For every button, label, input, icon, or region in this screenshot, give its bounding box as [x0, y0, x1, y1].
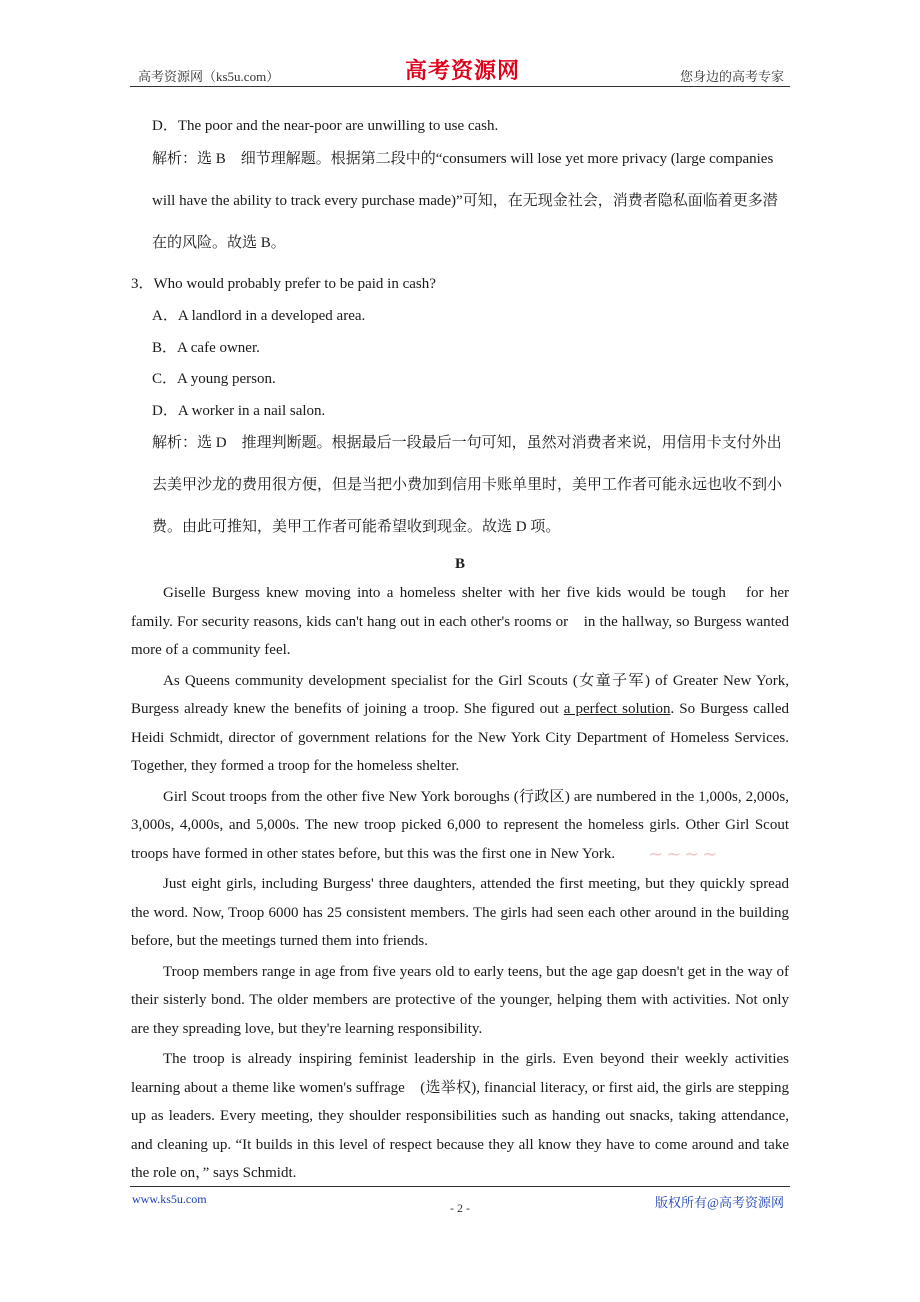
passage-paragraph-4: Just eight girls, including Burgess' three daughters, attended the first meeting, but they quickly spread the word. Now, Troop 6000 has 25 consistent members. The girls had seen each other around in the building before, but the meetings turned them into friends. — [131, 876, 789, 949]
section-b-title: B — [454, 556, 465, 572]
passage-paragraph-2 — [131, 667, 789, 781]
q3-question: 3．Who would probably prefer to be paid in cash? — [131, 276, 436, 292]
passage-paragraph-6: The troop is already inspiring feminist leadership in the girls. Even beyond their weekly activities learning about a theme like women's suffrage (选举权), financial literacy, or first aid, the girls are stepping up as leaders. Every meeting, they shoulder responsibilities such as handing out snacks, taking attendance, and cleaning up. “It builds in this level of respect because they all know they have to come around and take the role on，” says Schmidt. — [131, 1051, 789, 1181]
page-footer — [130, 1186, 790, 1217]
q3-option-a: A．A landlord in a developed area. — [152, 308, 366, 324]
underlined-phrase: a perfect solution — [563, 701, 671, 717]
passage-paragraph-1: Giselle Burgess knew moving into a homeless shelter with her five kids would be tough for her family. For security reasons, kids can't hang out in each other's rooms or in the hallway, so Burgess wanted more of a community feel. — [131, 585, 789, 658]
q3-option-d: D．A worker in a nail salon. — [152, 403, 326, 419]
passage-b — [131, 579, 789, 1190]
page-header — [130, 56, 790, 87]
header-logo: 高考资源网 — [405, 58, 521, 84]
q3-option-b: B．A cafe owner. — [152, 340, 260, 356]
paragraph-2-text-end: . So Burgess called Heidi Schmidt, director of government relations for the New York City Department of Homeless Services. Together, they formed a troop for the homeless shelter. — [131, 701, 789, 774]
q2-solution: 解析：选 B 细节理解题。根据第二段中的“consumers will lose yet more privacy (large companies will have the ability to track every purchase made)”可知，在无现金社会，消费者隐私面临着更多潜在的风险。故选 B。 — [152, 151, 778, 251]
q2-option-d: D．The poor and the near-poor are unwilling to use cash. — [152, 118, 499, 134]
q3-option-c: C．A young person. — [152, 371, 276, 387]
q3-solution: 解析：选 D 推理判断题。根据最后一段最后一句可知，虽然对消费者来说，用信用卡支付外出去美甲沙龙的费用很方便，但是当把小费加到信用卡账单里时，美甲工作者可能永远也收不到小费。由此可推知，美甲工作者可能希望收到现金。故选 D 项。 — [152, 435, 783, 535]
footer-site-link[interactable]: www.ks5u.com — [132, 1192, 207, 1206]
page-number: - 2 - — [450, 1201, 470, 1215]
passage-paragraph-3: Girl Scout troops from the other five New York boroughs (行政区) are numbered in the 1,000s, 2,000s, 3,000s, 4,000s, and 5,000s. The new troop picked 6,000 to represent the homeless girls. Other Girl Scout troops have formed in other states before, but this was the first one in New York. — [131, 788, 789, 862]
header-site-name: 高考资源网（ks5u.com） — [138, 69, 280, 84]
footer-copyright: 版权所有@高考资源网 — [655, 1195, 784, 1210]
faint-watermark: ∼∼∼∼ — [648, 844, 721, 864]
passage-paragraph-5: Troop members range in age from five years old to early teens, but the age gap doesn't get in the way of their sisterly bond. The older members are protective of the younger, helping them with activities. Not only are they spreading love, but they're learning responsibility. — [131, 963, 789, 1037]
header-slogan: 您身边的高考专家 — [679, 69, 784, 84]
paragraph-2-text-start: As Queens community development specialist for the Girl Scouts (女童子军) of Greater New York, Burgess already knew the benefits of joining a troop. She figured out — [131, 672, 789, 717]
